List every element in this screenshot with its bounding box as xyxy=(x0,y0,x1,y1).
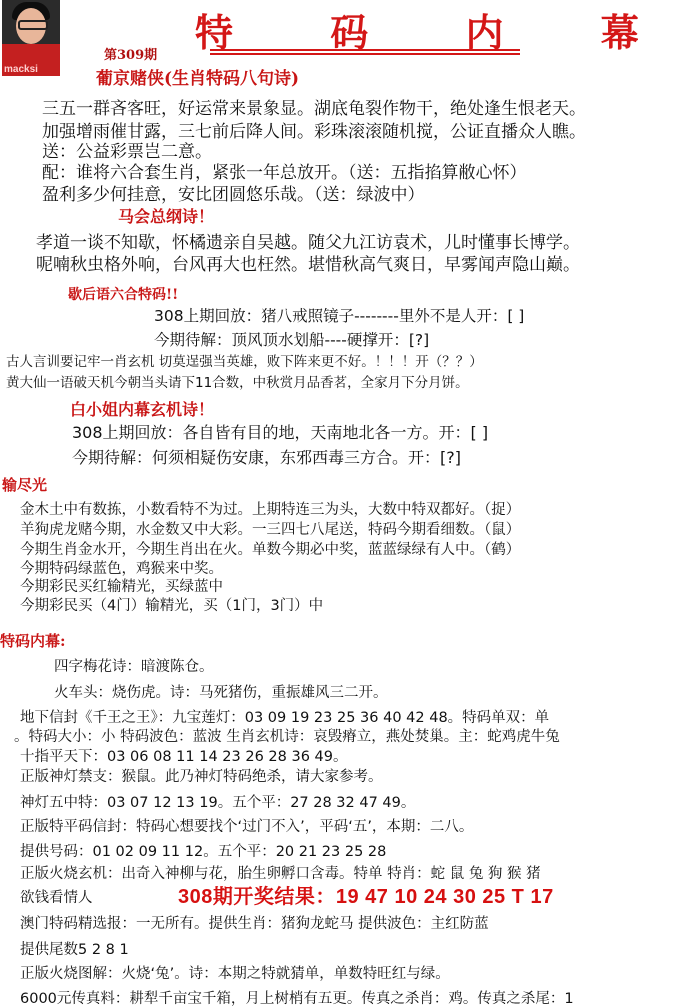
riddle-current: 今期待解：顶风顶水划船----硬撑开：[?] xyxy=(154,331,430,349)
outline-line: 呢喃秋虫格外响，台风再大也枉然。堪惜秋高气爽日，早雾闻声隐山巅。 xyxy=(36,255,580,275)
inside-line: 正版神灯禁支：猴鼠。此乃神灯特码绝杀，请大家参考。 xyxy=(20,769,383,785)
poem-line: 三五一群吝客旺，好运常来景象显。湖底龟裂作物干，绝处逢生恨老天。 xyxy=(42,99,586,119)
inside-line: 6000元传真料：耕犁千亩宝千箱，月上树梢有五更。传真之杀肖：鸡。传真之杀尾：1 xyxy=(20,991,574,1007)
author-avatar xyxy=(2,0,60,76)
inside-line: 提供尾数5 2 8 1 xyxy=(20,942,129,958)
page-title: 特 码 内 幕 xyxy=(195,10,681,55)
inside-line: 四字梅花诗：暗渡陈仓。 xyxy=(54,659,214,675)
inside-line: 提供号码：01 02 09 11 12。五个平：20 21 23 25 28 xyxy=(20,844,387,860)
riddle-note: 黄大仙一语破天机今朝当头请下11合数，中秋赏月品香茗，全家月下分月饼。 xyxy=(6,375,469,391)
lose-line: 今期特码绿蓝色，鸡猴来中奖。 xyxy=(20,561,223,577)
draw-result: 308期开奖结果：19 47 10 24 30 25 T 17 xyxy=(178,886,554,908)
inside-line: 地下信封《千王之王》：九宝莲灯：03 09 19 23 25 36 40 42 48。特码单双：单 xyxy=(20,710,550,726)
inside-line: 火车头：烧伤虎。诗：马死猪伤，重振雄风三二开。 xyxy=(54,685,388,701)
riddle-note: 古人言训要记牢一肖玄机 切莫逞强当英雄，败下阵来更不好。！！！开（？？） xyxy=(6,354,483,370)
lose-line: 羊狗虎龙赌今期，水金数又中大彩。一三四七八尾送，特码今期看细数。（鼠） xyxy=(20,522,521,538)
poem-line: 配：谁将六合套生肖，紧张一年总放开。（送：五指掐算敝心怀） xyxy=(42,163,527,183)
lose-line: 今期彩民买红输精光，买绿蓝中 xyxy=(20,579,223,595)
lose-line: 今期生肖金水开，今期生肖出在火。单数今期必中奖，蓝蓝绿绿有人中。（鹤） xyxy=(20,542,521,558)
section-heading-outline: 马会总纲诗！ xyxy=(118,207,215,226)
inside-line: 神灯五中特：03 07 12 13 19。五个平：27 28 32 47 49。 xyxy=(20,795,416,811)
poem-line: 加强增雨催甘露，三七前后降人间。彩珠滚滚随机搅，公证直播众人瞧。 xyxy=(42,122,586,142)
inside-line: 澳门特码精选报：一无所有。提供生肖：猪狗龙蛇马 提供波色：主红防蓝 xyxy=(20,916,489,932)
section-heading-inside: 特码内幕: xyxy=(0,632,66,650)
secret-last: 308上期回放：各自皆有目的地，天南地北各一方。开：[ ] xyxy=(72,423,489,442)
lose-line: 今期彩民买（4门）输精光，买（1门，3门）中 xyxy=(20,598,324,614)
title-rule-2 xyxy=(210,53,520,55)
inside-line: 正版火烧图解：火烧‘兔’。诗：本期之特就猜单，单数特旺红与绿。 xyxy=(20,966,450,982)
section-heading-lose: 输尽光 xyxy=(2,476,48,494)
inside-line: 十指平天下：03 06 08 11 14 23 26 28 36 49。 xyxy=(20,749,348,765)
section-heading-secret: 白小姐内幕玄机诗！ xyxy=(70,400,215,419)
title-rule-1 xyxy=(210,49,520,51)
poem-line: 盈利多少何挂意，安比团圆悠乐哉。（送：绿波中） xyxy=(42,185,425,205)
inside-line: 正版火烧玄机：出奇入神柳与花，胎生卵孵口含毒。特单 特肖：蛇 鼠 兔 狗 猴 猪 xyxy=(20,866,541,882)
section-heading-poem: 葡京赌侠(生肖特码八句诗) xyxy=(96,69,300,89)
section-heading-riddle: 歇后语六合特码!! xyxy=(68,287,179,303)
inside-line: 正版特平码信封：特码心想要找个‘过门不入’，平码‘五’，本期：二八。 xyxy=(20,819,474,835)
secret-current: 今期待解：何须相疑伤安康，东邪西毒三方合。开：[?] xyxy=(72,448,461,467)
inside-line: 欲钱看情人 xyxy=(20,890,93,906)
issue-number: 第309期 xyxy=(104,48,158,63)
inside-line: 。特码大小：小 特码波色：蓝波 生肖玄机诗：哀毁瘠立，燕处焚巢。主：蛇鸡虎牛兔 xyxy=(14,729,560,745)
avatar-watermark: macksi xyxy=(4,64,38,75)
outline-line: 孝道一谈不知歇，怀橘遗亲自吴越。随父九江访袁术，儿时懂事长博学。 xyxy=(36,233,580,253)
lose-line: 金木土中有数拣，小数看特不为过。上期特连三为头，大数中特双都好。（捉） xyxy=(20,502,521,518)
riddle-last: 308上期回放：猪八戒照镜子--------里外不是人开：[ ] xyxy=(154,307,525,325)
poem-line: 送：公益彩票岂二意。 xyxy=(42,142,212,162)
